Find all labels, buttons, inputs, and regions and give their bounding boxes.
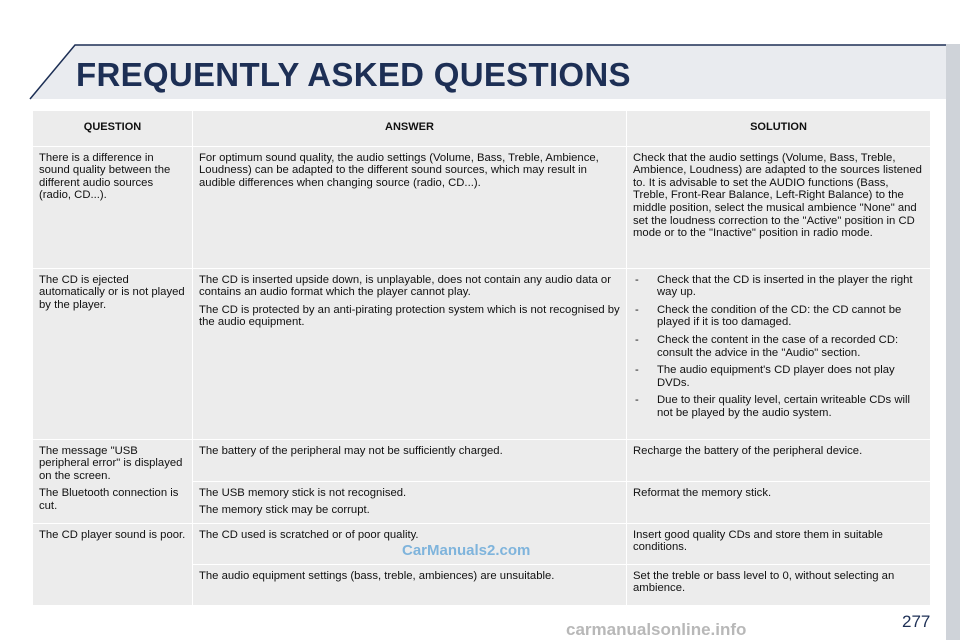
solution-list-item: - Check the content in the case of a recorded CD: consult the advice in the "Audio" section. — [633, 334, 924, 359]
question-cell — [33, 146, 193, 268]
answer-text: The battery of the peripheral may not be sufficiently charged. — [199, 444, 503, 457]
solution-list-item: - The audio equipment's CD player does not play DVDs. — [633, 364, 924, 389]
answer-text: The CD used is scratched or of poor quality. — [199, 528, 419, 541]
column-header-question: QUESTION — [33, 111, 193, 147]
question-text: There is a difference in sound quality between the different audio sources (radio, CD...). — [39, 151, 171, 202]
answer-cell — [193, 146, 627, 268]
solution-list — [633, 274, 924, 420]
answer-cell — [193, 439, 627, 481]
table-header-row — [33, 111, 931, 147]
page-number: 277 — [902, 612, 931, 631]
column-header-answer: ANSWER — [193, 111, 627, 147]
solution-cell — [627, 523, 931, 564]
answer-text: The memory stick may be corrupt. — [199, 504, 370, 517]
watermark-text: CarManuals2.com — [402, 542, 531, 559]
solution-list-item: - Check that the CD is inserted in the player the right way up. — [633, 274, 924, 299]
faq-table — [32, 110, 931, 606]
solution-text: Insert good quality CDs and store them in suitable conditions. — [633, 528, 883, 554]
side-strip — [946, 44, 960, 640]
question-cell — [33, 523, 193, 605]
solution-cell — [627, 146, 931, 268]
solution-text: Set the treble or bass level to 0, without selecting an ambience. — [633, 569, 895, 595]
solution-text: Recharge the battery of the peripheral device. — [633, 444, 863, 457]
question-cell — [33, 268, 193, 439]
table-row — [33, 146, 931, 268]
question-text: The message "USB peripheral error" is displayed on the screen. — [39, 444, 183, 482]
page-title: FREQUENTLY ASKED QUESTIONS — [76, 56, 631, 93]
question-text: The Bluetooth connection is cut. — [39, 487, 179, 512]
answer-text: The CD is inserted upside down, is unplayable, does not contain any audio data or contains an audio format which the player cannot play. — [199, 273, 611, 299]
table-row — [33, 439, 931, 481]
solution-list-item: - Check the condition of the CD: the CD cannot be played if it is too damaged. — [633, 304, 924, 329]
solution-cell — [627, 268, 931, 439]
solution-list-item: - Due to their quality level, certain writeable CDs will not be played by the audio system. — [633, 394, 924, 419]
question-text: The CD is ejected automatically or is not played by the player. — [39, 273, 185, 311]
solution-cell — [627, 564, 931, 605]
answer-text: The audio equipment settings (bass, treble, ambiences) are unsuitable. — [199, 569, 555, 582]
question-cell — [33, 439, 193, 523]
answer-cell — [193, 268, 627, 439]
answer-text: The USB memory stick is not recognised. — [199, 486, 407, 499]
answer-cell — [193, 481, 627, 523]
footer-watermark: carmanualsonline.info — [566, 620, 747, 639]
answer-text: For optimum sound quality, the audio settings (Volume, Bass, Treble, Ambience, Loudness) can be adapted to the different sound sources, which may result in audible differences when changing source (radio, CD...). — [199, 151, 599, 189]
question-text: The CD player sound is poor. — [39, 528, 186, 541]
column-header-solution: SOLUTION — [627, 111, 931, 147]
solution-text: Check that the audio settings (Volume, Bass, Treble, Ambience, Loudness) are adapted to the sources listened to. It is advisable to set the AUDIO functions (Bass, Treble, Front-Rear Balance, Left-Right Balance) to the middle position, select the musical ambience "None" and set the loudness correction to the "Active" position in CD mode or to the "Inactive" position in radio mode. — [633, 151, 922, 240]
solution-cell — [627, 439, 931, 481]
solution-cell — [627, 481, 931, 523]
answer-text: The CD is protected by an anti-pirating protection system which is not recognised by the audio equipment. — [199, 303, 620, 329]
solution-text: Reformat the memory stick. — [633, 486, 772, 499]
table-row — [33, 268, 931, 439]
answer-cell — [193, 564, 627, 605]
